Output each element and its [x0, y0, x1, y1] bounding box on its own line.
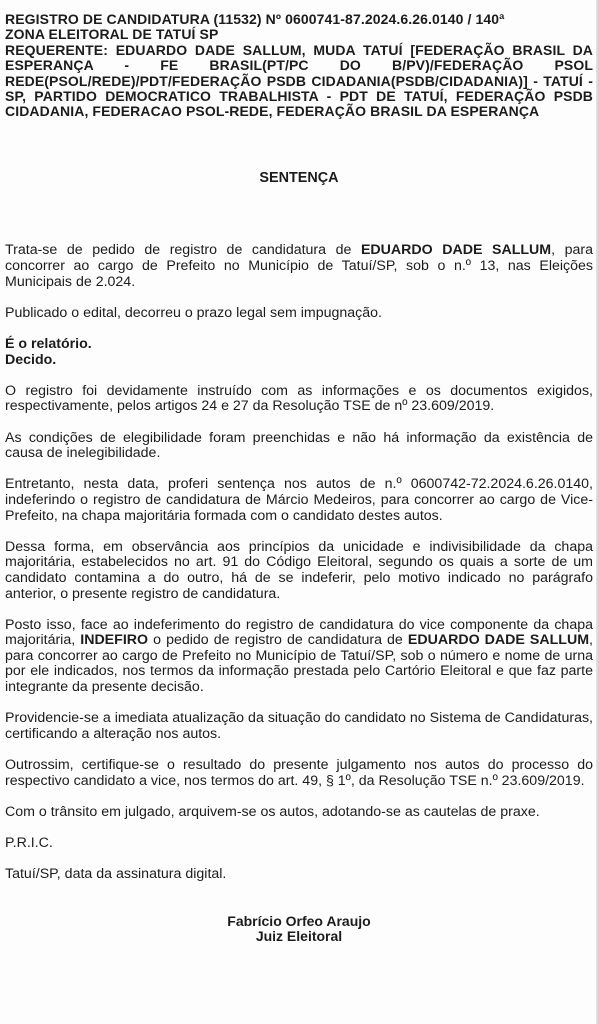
document-body: [5, 12, 593, 945]
paragraph-dispositivo: [5, 618, 593, 696]
paragraph-unicidade: Dessa forma, em observância aos princípios da unicidade e indivisibilidade da chapa majoritária, estabelecidos no art. 91 do Código Eleitoral, segundo os quais a sorte de um candidato contamina a do outro, há de se indeferir, pelo motivo indicado no parágrafo anterior, o presente registro de candidatura.: [5, 538, 593, 602]
header-requerente: REQUERENTE: EDUARDO DADE SALLUM, MUDA TATUÍ [FEDERAÇÃO BRASIL DA ESPERANÇA - FE BRASIL(PT/PC DO B/PV)/FEDERAÇÃO PSOL REDE(PSOL/REDE)/PDT/FEDERAÇÃO PSDB CIDADANIA(PSDB/CIDADANIA)] - TATUÍ - SP, PARTIDO DEMOCRATICO TRABALHISTA - PDT DE TATUÍ, FEDERAÇÃO PSDB CIDADANIA, FEDERACAO PSOL-REDE, FEDERAÇÃO BRASIL DA ESPERANÇA: [5, 41, 593, 120]
signature-block: [5, 914, 593, 945]
paragraph-providencie: Providencie-se a imediata atualização da situação do candidato no Sistema de Candidaturas, certificando a alteração nos autos.: [5, 710, 593, 742]
dispositivo-candidate-name: EDUARDO DADE SALLUM: [407, 632, 590, 649]
paragraph-registro: O registro foi devidamente instruído com as informações e os documentos exigidos, respectivamente, pelos artigos 24 e 27 da Resolução TSE de nº 23.609/2019.: [5, 382, 593, 415]
paragraph-transito: Com o trânsito em julgado, arquivem-se os autos, adotando-se as cautelas de praxe.: [5, 803, 540, 820]
dispositivo-text-c: o pedido de registro de candidatura de: [148, 632, 408, 649]
paragraph-outrossim: Outrossim, certifique-se o resultado do presente julgamento nos autos do processo do respectivo candidato a vice, nos termos do art. 49, § 1º, da Resolução TSE n.º 23.609/2019.: [5, 757, 593, 789]
paragraph-edital: Publicado o edital, decorreu o prazo legal sem impugnação.: [5, 304, 382, 321]
document-header: [5, 12, 593, 120]
report-heading: [5, 337, 593, 368]
intro-text-start: Trata-se de pedido de registro de candidatura de: [5, 242, 361, 259]
indefiro-word: INDEFIRO: [80, 632, 149, 649]
paragraph-elegibilidade: As condições de elegibilidade foram preenchidas e não há informação da existência de causa de inelegibilidade.: [5, 429, 593, 462]
signature-role: Juiz Eleitoral: [255, 928, 343, 945]
dispositivo-text-a: Posto isso, face ao indeferimento do registro de candidatura do vice componente da chapa majoritária,: [5, 616, 593, 649]
paragraph-intro: [5, 243, 593, 290]
document-title: SENTENÇA: [259, 169, 339, 186]
dispositivo-text-e: , para concorrer ao cargo de Prefeito no Município de Tatuí/SP, sob o número e nome de urna por ele indicados, nos termos da informação prestada pelo Cartório Eleitoral e que faz parte integrante da presente decisão.: [5, 632, 593, 696]
decido-line: Decido.: [5, 351, 57, 368]
header-registration-line: REGISTRO DE CANDIDATURA (11532) Nº 0600741-87.2024.6.26.0140 / 140ª: [5, 11, 505, 27]
report-line: É o relatório.: [5, 336, 92, 352]
header-zone-line: ZONA ELEITORAL DE TATUÍ SP: [5, 26, 219, 43]
candidate-name: EDUARDO DADE SALLUM: [360, 242, 552, 259]
paragraph-pric: P.R.I.C.: [5, 835, 53, 851]
paragraph-local-data: Tatuí/SP, data da assinatura digital.: [5, 866, 227, 883]
signature-name: Fabrício Orfeo Araujo: [227, 912, 371, 929]
paragraph-entretanto: Entretanto, nesta data, proferi sentença nos autos de n.º 0600742-72.2024.6.26.0140, indeferindo o registro de candidatura de Márcio Medeiros, para concorrer ao cargo de Vice-Prefeito, na chapa majoritária formada com o candidato destes autos.: [5, 476, 593, 524]
intro-text-end: , para concorrer ao cargo de Prefeito no Município de Tatuí/SP, sob o n.º 13, nas Eleições Municipais de 2.024.: [5, 242, 594, 290]
